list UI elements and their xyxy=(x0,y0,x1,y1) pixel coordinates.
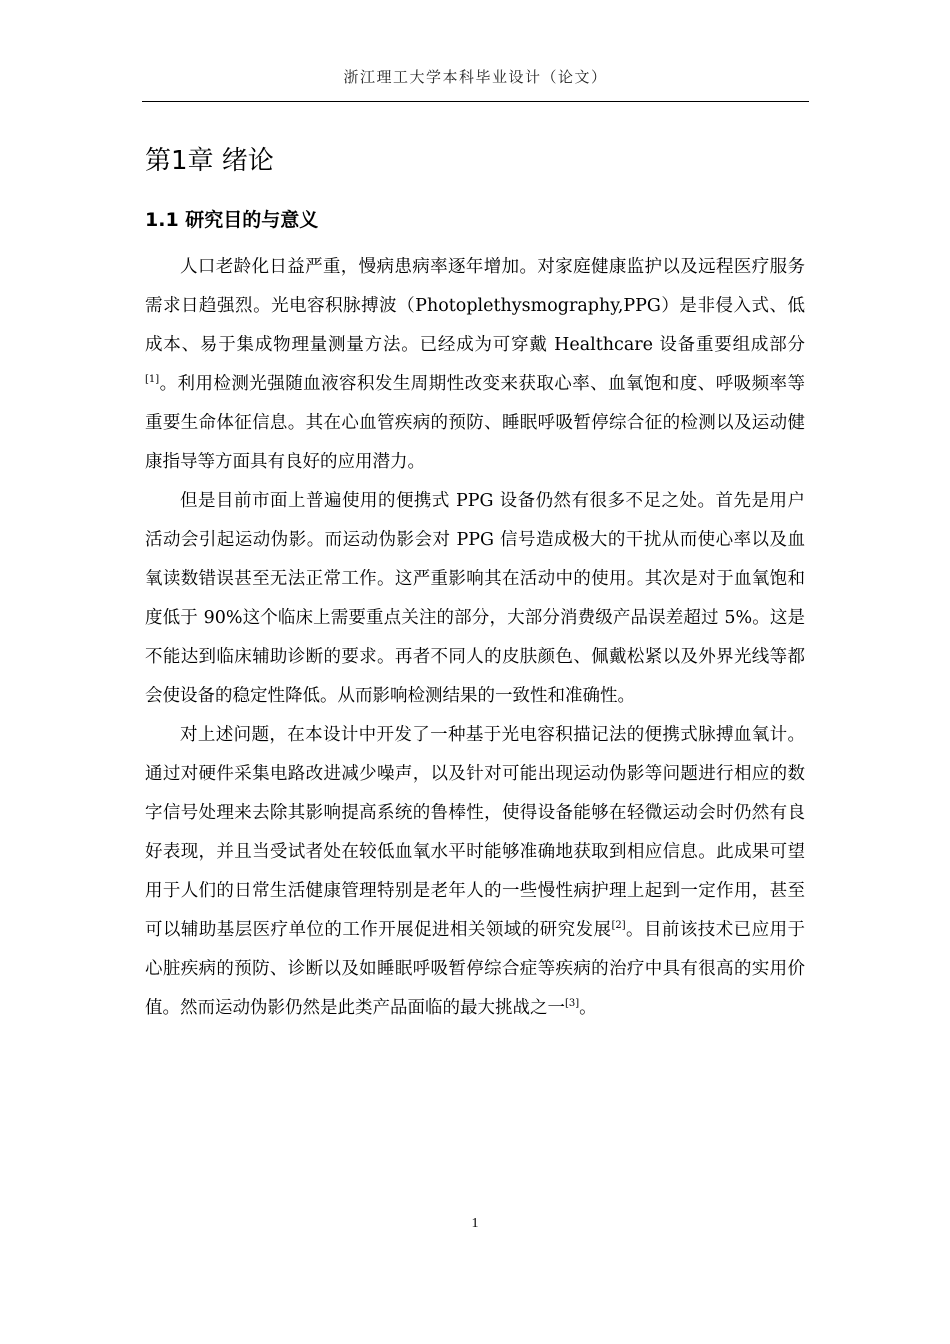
citation-1: [1] xyxy=(145,374,160,385)
paragraph-3 xyxy=(145,716,805,1028)
paragraph-1 xyxy=(145,248,805,482)
citation-3: [3] xyxy=(565,998,580,1009)
paragraph-1-text-a: 人口老龄化日益严重，慢病患病率逐年增加。对家庭健康监护以及远程医疗服务需求日趋强烈。光电容积脉搏波（Photoplethysmography,PPG）是非侵入式、低成本、易于集成物理量测量方法。已经成为可穿戴 Healthcare 设备重要组成部分 xyxy=(145,257,805,355)
paragraph-3-text-c: 。 xyxy=(579,998,597,1018)
paragraph-3-text-b: 。目前该技术已应用于心脏疾病的预防、诊断以及如睡眠呼吸暂停综合症等疾病的治疗中具有很高的实用价值。然而运动伪影仍然是此类产品面临的最大挑战之一 xyxy=(145,920,806,1018)
paragraph-2 xyxy=(145,482,805,716)
running-header: 浙江理工大学本科毕业设计（论文） xyxy=(343,68,608,86)
paragraph-2-text: 但是目前市面上普遍使用的便携式 PPG 设备仍然有很多不足之处。首先是用户活动会引起运动伪影。而运动伪影会对 PPG 信号造成极大的干扰从而使心率以及血氧读数错误甚至无法正常工作。这严重影响其在活动中的使用。其次是对于血氧饱和度低于 90%这个临床上需要重点关注的部分，大部分消费级产品误差超过 5%。这是不能达到临床辅助诊断的要求。再者不同人的皮肤颜色、佩戴松紧以及外界光线等都会使设备的稳定性降低。从而影响检测结果的一致性和准确性。 xyxy=(145,491,805,706)
paragraph-3-text-a: 对上述问题，在本设计中开发了一种基于光电容积描记法的便携式脉搏血氧计。通过对硬件采集电路改进减少噪声，以及针对可能出现运动伪影等问题进行相应的数字信号处理来去除其影响提高系统的鲁棒性，使得设备能够在轻微运动会时仍然有良好表现，并且当受试者处在较低血氧水平时能够准确地获取到相应信息。此成果可望用于人们的日常生活健康管理特别是老年人的一些慢性病护理上起到一定作用，甚至可以辅助基层医疗单位的工作开展促进相关领域的研究发展 xyxy=(145,725,805,940)
chapter-title: 第1章 绪论 xyxy=(145,146,274,176)
page-number: 1 xyxy=(471,1216,479,1231)
paragraph-1-text-b: 。利用检测光强随血液容积发生周期性改变来获取心率、血氧饱和度、呼吸频率等重要生命体征信息。其在心血管疾病的预防、睡眠呼吸暂停综合征的检测以及运动健康指导等方面具有良好的应用潜力。 xyxy=(145,374,805,472)
body-text xyxy=(145,248,805,1028)
section-title: 1.1 研究目的与意义 xyxy=(145,209,319,231)
citation-2: [2] xyxy=(611,920,626,931)
header-rule xyxy=(142,101,809,102)
